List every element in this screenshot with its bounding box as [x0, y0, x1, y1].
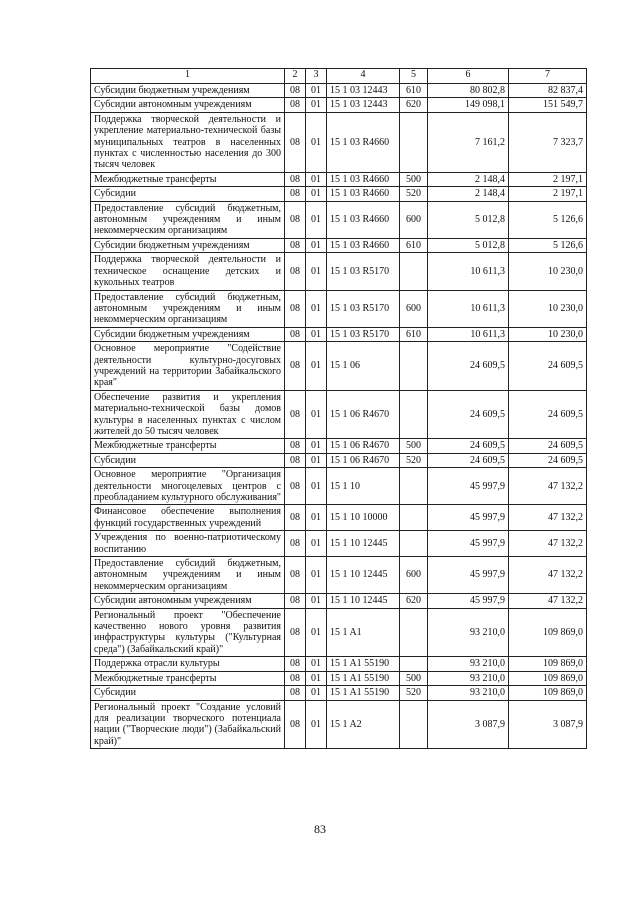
amount-year2-cell: 10 230,0	[509, 290, 587, 327]
subsection-cell: 01	[306, 686, 327, 700]
table-row	[91, 390, 587, 439]
section-cell: 08	[285, 98, 306, 112]
amount-year2-cell: 10 230,0	[509, 253, 587, 290]
target-article-cell: 15 1 03 R4660	[327, 201, 400, 238]
row-name-cell: Основное мероприятие "Содействие деятельности культурно-досуговых учреждений на территории Забайкальского края"	[91, 342, 285, 391]
subsection-cell: 01	[306, 84, 327, 98]
amount-year1-cell: 10 611,3	[428, 290, 509, 327]
amount-year1-cell: 5 012,8	[428, 238, 509, 252]
amount-year1-cell: 7 161,2	[428, 112, 509, 172]
section-cell: 08	[285, 686, 306, 700]
column-header: 5	[400, 69, 428, 84]
amount-year2-cell: 109 869,0	[509, 657, 587, 671]
section-cell: 08	[285, 453, 306, 467]
row-name-cell: Предоставление субсидий бюджетным, автономным учреждениям и иным некоммерческим организациям	[91, 557, 285, 594]
table-row	[91, 686, 587, 700]
target-article-cell: 15 1 10 12445	[327, 594, 400, 608]
expense-type-cell: 520	[400, 686, 428, 700]
amount-year2-cell: 47 132,2	[509, 531, 587, 557]
amount-year1-cell: 2 148,4	[428, 187, 509, 201]
expense-type-cell	[400, 390, 428, 439]
amount-year1-cell: 149 098,1	[428, 98, 509, 112]
table-row	[91, 453, 587, 467]
amount-year2-cell: 109 869,0	[509, 608, 587, 657]
subsection-cell: 01	[306, 98, 327, 112]
row-name-cell: Учреждения по военно-патриотическому воспитанию	[91, 531, 285, 557]
target-article-cell: 15 1 A1	[327, 608, 400, 657]
row-name-cell: Субсидии	[91, 686, 285, 700]
subsection-cell: 01	[306, 187, 327, 201]
expense-type-cell: 620	[400, 594, 428, 608]
column-header: 6	[428, 69, 509, 84]
section-cell: 08	[285, 390, 306, 439]
amount-year1-cell: 45 997,9	[428, 557, 509, 594]
table-row	[91, 342, 587, 391]
expense-type-cell: 500	[400, 671, 428, 685]
expense-type-cell: 620	[400, 98, 428, 112]
target-article-cell: 15 1 10 12445	[327, 531, 400, 557]
amount-year2-cell: 109 869,0	[509, 671, 587, 685]
section-cell: 08	[285, 112, 306, 172]
subsection-cell: 01	[306, 327, 327, 341]
expense-type-cell: 500	[400, 172, 428, 186]
amount-year1-cell: 5 012,8	[428, 201, 509, 238]
row-name-cell: Предоставление субсидий бюджетным, автономным учреждениям и иным некоммерческим организациям	[91, 290, 285, 327]
table-row	[91, 505, 587, 531]
row-name-cell: Региональный проект "Создание условий для реализации творческого потенциала нации ("Творческие люди") (Забайкальский край)"	[91, 700, 285, 749]
amount-year2-cell: 24 609,5	[509, 453, 587, 467]
amount-year2-cell: 7 323,7	[509, 112, 587, 172]
column-header: 3	[306, 69, 327, 84]
target-article-cell: 15 1 06 R4670	[327, 390, 400, 439]
row-name-cell: Субсидии	[91, 187, 285, 201]
budget-table	[90, 68, 587, 749]
table-row	[91, 201, 587, 238]
table-row	[91, 671, 587, 685]
section-cell: 08	[285, 557, 306, 594]
target-article-cell: 15 1 03 R5170	[327, 327, 400, 341]
section-cell: 08	[285, 172, 306, 186]
table-header-row	[91, 69, 587, 84]
row-name-cell: Субсидии	[91, 453, 285, 467]
expense-type-cell	[400, 608, 428, 657]
section-cell: 08	[285, 253, 306, 290]
expense-type-cell	[400, 112, 428, 172]
row-name-cell: Поддержка творческой деятельности и техническое оснащение детских и кукольных театров	[91, 253, 285, 290]
section-cell: 08	[285, 84, 306, 98]
table-row	[91, 327, 587, 341]
row-name-cell: Субсидии бюджетным учреждениям	[91, 238, 285, 252]
section-cell: 08	[285, 657, 306, 671]
expense-type-cell	[400, 657, 428, 671]
target-article-cell: 15 1 03 R4660	[327, 112, 400, 172]
subsection-cell: 01	[306, 594, 327, 608]
subsection-cell: 01	[306, 439, 327, 453]
amount-year2-cell: 24 609,5	[509, 439, 587, 453]
subsection-cell: 01	[306, 557, 327, 594]
amount-year1-cell: 45 997,9	[428, 505, 509, 531]
section-cell: 08	[285, 608, 306, 657]
expense-type-cell	[400, 700, 428, 749]
table-row	[91, 172, 587, 186]
table-row	[91, 657, 587, 671]
amount-year2-cell: 47 132,2	[509, 505, 587, 531]
subsection-cell: 01	[306, 468, 327, 505]
expense-type-cell: 500	[400, 439, 428, 453]
expense-type-cell: 600	[400, 290, 428, 327]
table-row	[91, 98, 587, 112]
target-article-cell: 15 1 10	[327, 468, 400, 505]
target-article-cell: 15 1 A1 55190	[327, 671, 400, 685]
amount-year2-cell: 109 869,0	[509, 686, 587, 700]
table-row	[91, 468, 587, 505]
target-article-cell: 15 1 A1 55190	[327, 686, 400, 700]
expense-type-cell: 600	[400, 557, 428, 594]
row-name-cell: Межбюджетные трансферты	[91, 172, 285, 186]
section-cell: 08	[285, 290, 306, 327]
table-row	[91, 238, 587, 252]
subsection-cell: 01	[306, 505, 327, 531]
target-article-cell: 15 1 10 12445	[327, 557, 400, 594]
amount-year2-cell: 47 132,2	[509, 557, 587, 594]
target-article-cell: 15 1 A2	[327, 700, 400, 749]
row-name-cell: Поддержка отрасли культуры	[91, 657, 285, 671]
amount-year1-cell: 45 997,9	[428, 531, 509, 557]
amount-year1-cell: 24 609,5	[428, 342, 509, 391]
table-row	[91, 557, 587, 594]
section-cell: 08	[285, 594, 306, 608]
subsection-cell: 01	[306, 253, 327, 290]
expense-type-cell	[400, 253, 428, 290]
expense-type-cell: 520	[400, 187, 428, 201]
section-cell: 08	[285, 342, 306, 391]
subsection-cell: 01	[306, 671, 327, 685]
section-cell: 08	[285, 439, 306, 453]
subsection-cell: 01	[306, 342, 327, 391]
amount-year1-cell: 45 997,9	[428, 594, 509, 608]
column-header: 1	[91, 69, 285, 84]
target-article-cell: 15 1 03 R5170	[327, 253, 400, 290]
subsection-cell: 01	[306, 657, 327, 671]
amount-year2-cell: 5 126,6	[509, 201, 587, 238]
amount-year2-cell: 151 549,7	[509, 98, 587, 112]
column-header: 7	[509, 69, 587, 84]
target-article-cell: 15 1 06 R4670	[327, 453, 400, 467]
subsection-cell: 01	[306, 390, 327, 439]
table-row	[91, 290, 587, 327]
row-name-cell: Предоставление субсидий бюджетным, автономным учреждениям и иным некоммерческим организациям	[91, 201, 285, 238]
target-article-cell: 15 1 03 R4660	[327, 187, 400, 201]
table-row	[91, 187, 587, 201]
row-name-cell: Субсидии бюджетным учреждениям	[91, 327, 285, 341]
subsection-cell: 01	[306, 238, 327, 252]
row-name-cell: Поддержка творческой деятельности и укрепление материально-технической базы муниципальных театров в населенных пунктах с численностью населения до 300 тысяч человек	[91, 112, 285, 172]
amount-year2-cell: 10 230,0	[509, 327, 587, 341]
amount-year2-cell: 47 132,2	[509, 468, 587, 505]
row-name-cell: Субсидии автономным учреждениям	[91, 594, 285, 608]
amount-year2-cell: 3 087,9	[509, 700, 587, 749]
amount-year2-cell: 2 197,1	[509, 187, 587, 201]
amount-year1-cell: 24 609,5	[428, 390, 509, 439]
amount-year2-cell: 2 197,1	[509, 172, 587, 186]
target-article-cell: 15 1 03 R4660	[327, 238, 400, 252]
amount-year1-cell: 80 802,8	[428, 84, 509, 98]
amount-year2-cell: 47 132,2	[509, 594, 587, 608]
page-number: 83	[314, 822, 326, 836]
section-cell: 08	[285, 468, 306, 505]
section-cell: 08	[285, 187, 306, 201]
table-row	[91, 594, 587, 608]
section-cell: 08	[285, 700, 306, 749]
subsection-cell: 01	[306, 700, 327, 749]
table-row	[91, 84, 587, 98]
expense-type-cell	[400, 342, 428, 391]
section-cell: 08	[285, 671, 306, 685]
section-cell: 08	[285, 531, 306, 557]
target-article-cell: 15 1 A1 55190	[327, 657, 400, 671]
target-article-cell: 15 1 03 R4660	[327, 172, 400, 186]
row-name-cell: Региональный проект "Обеспечение качественно нового уровня развития инфраструктуры культуры ("Культурная среда") (Забайкальский край)"	[91, 608, 285, 657]
amount-year1-cell: 93 210,0	[428, 657, 509, 671]
subsection-cell: 01	[306, 290, 327, 327]
amount-year2-cell: 24 609,5	[509, 390, 587, 439]
subsection-cell: 01	[306, 453, 327, 467]
target-article-cell: 15 1 03 12443	[327, 84, 400, 98]
row-name-cell: Обеспечение развития и укрепления материально-технической базы домов культуры в населенных пунктах с числом жителей до 50 тысяч человек	[91, 390, 285, 439]
table-row	[91, 531, 587, 557]
amount-year1-cell: 93 210,0	[428, 608, 509, 657]
row-name-cell: Межбюджетные трансферты	[91, 671, 285, 685]
table-row	[91, 608, 587, 657]
section-cell: 08	[285, 238, 306, 252]
subsection-cell: 01	[306, 112, 327, 172]
amount-year1-cell: 2 148,4	[428, 172, 509, 186]
target-article-cell: 15 1 10 10000	[327, 505, 400, 531]
subsection-cell: 01	[306, 608, 327, 657]
expense-type-cell	[400, 531, 428, 557]
table-row	[91, 700, 587, 749]
amount-year1-cell: 3 087,9	[428, 700, 509, 749]
expense-type-cell: 600	[400, 201, 428, 238]
expense-type-cell	[400, 505, 428, 531]
amount-year1-cell: 24 609,5	[428, 439, 509, 453]
row-name-cell: Финансовое обеспечение выполнения функций государственных учреждений	[91, 505, 285, 531]
table-row	[91, 112, 587, 172]
amount-year1-cell: 45 997,9	[428, 468, 509, 505]
amount-year2-cell: 82 837,4	[509, 84, 587, 98]
amount-year2-cell: 24 609,5	[509, 342, 587, 391]
target-article-cell: 15 1 03 R5170	[327, 290, 400, 327]
section-cell: 08	[285, 327, 306, 341]
expense-type-cell: 610	[400, 238, 428, 252]
expense-type-cell	[400, 468, 428, 505]
amount-year1-cell: 10 611,3	[428, 327, 509, 341]
row-name-cell: Основное мероприятие "Организация деятельности многоцелевых центров с преобладанием культурного обслуживания"	[91, 468, 285, 505]
column-header: 4	[327, 69, 400, 84]
target-article-cell: 15 1 03 12443	[327, 98, 400, 112]
expense-type-cell: 520	[400, 453, 428, 467]
row-name-cell: Межбюджетные трансферты	[91, 439, 285, 453]
amount-year1-cell: 93 210,0	[428, 671, 509, 685]
expense-type-cell: 610	[400, 84, 428, 98]
expense-type-cell: 610	[400, 327, 428, 341]
row-name-cell: Субсидии автономным учреждениям	[91, 98, 285, 112]
column-header: 2	[285, 69, 306, 84]
subsection-cell: 01	[306, 531, 327, 557]
amount-year2-cell: 5 126,6	[509, 238, 587, 252]
amount-year1-cell: 93 210,0	[428, 686, 509, 700]
amount-year1-cell: 10 611,3	[428, 253, 509, 290]
section-cell: 08	[285, 505, 306, 531]
row-name-cell: Субсидии бюджетным учреждениям	[91, 84, 285, 98]
target-article-cell: 15 1 06	[327, 342, 400, 391]
table-row	[91, 439, 587, 453]
subsection-cell: 01	[306, 172, 327, 186]
table-row	[91, 253, 587, 290]
section-cell: 08	[285, 201, 306, 238]
target-article-cell: 15 1 06 R4670	[327, 439, 400, 453]
subsection-cell: 01	[306, 201, 327, 238]
amount-year1-cell: 24 609,5	[428, 453, 509, 467]
